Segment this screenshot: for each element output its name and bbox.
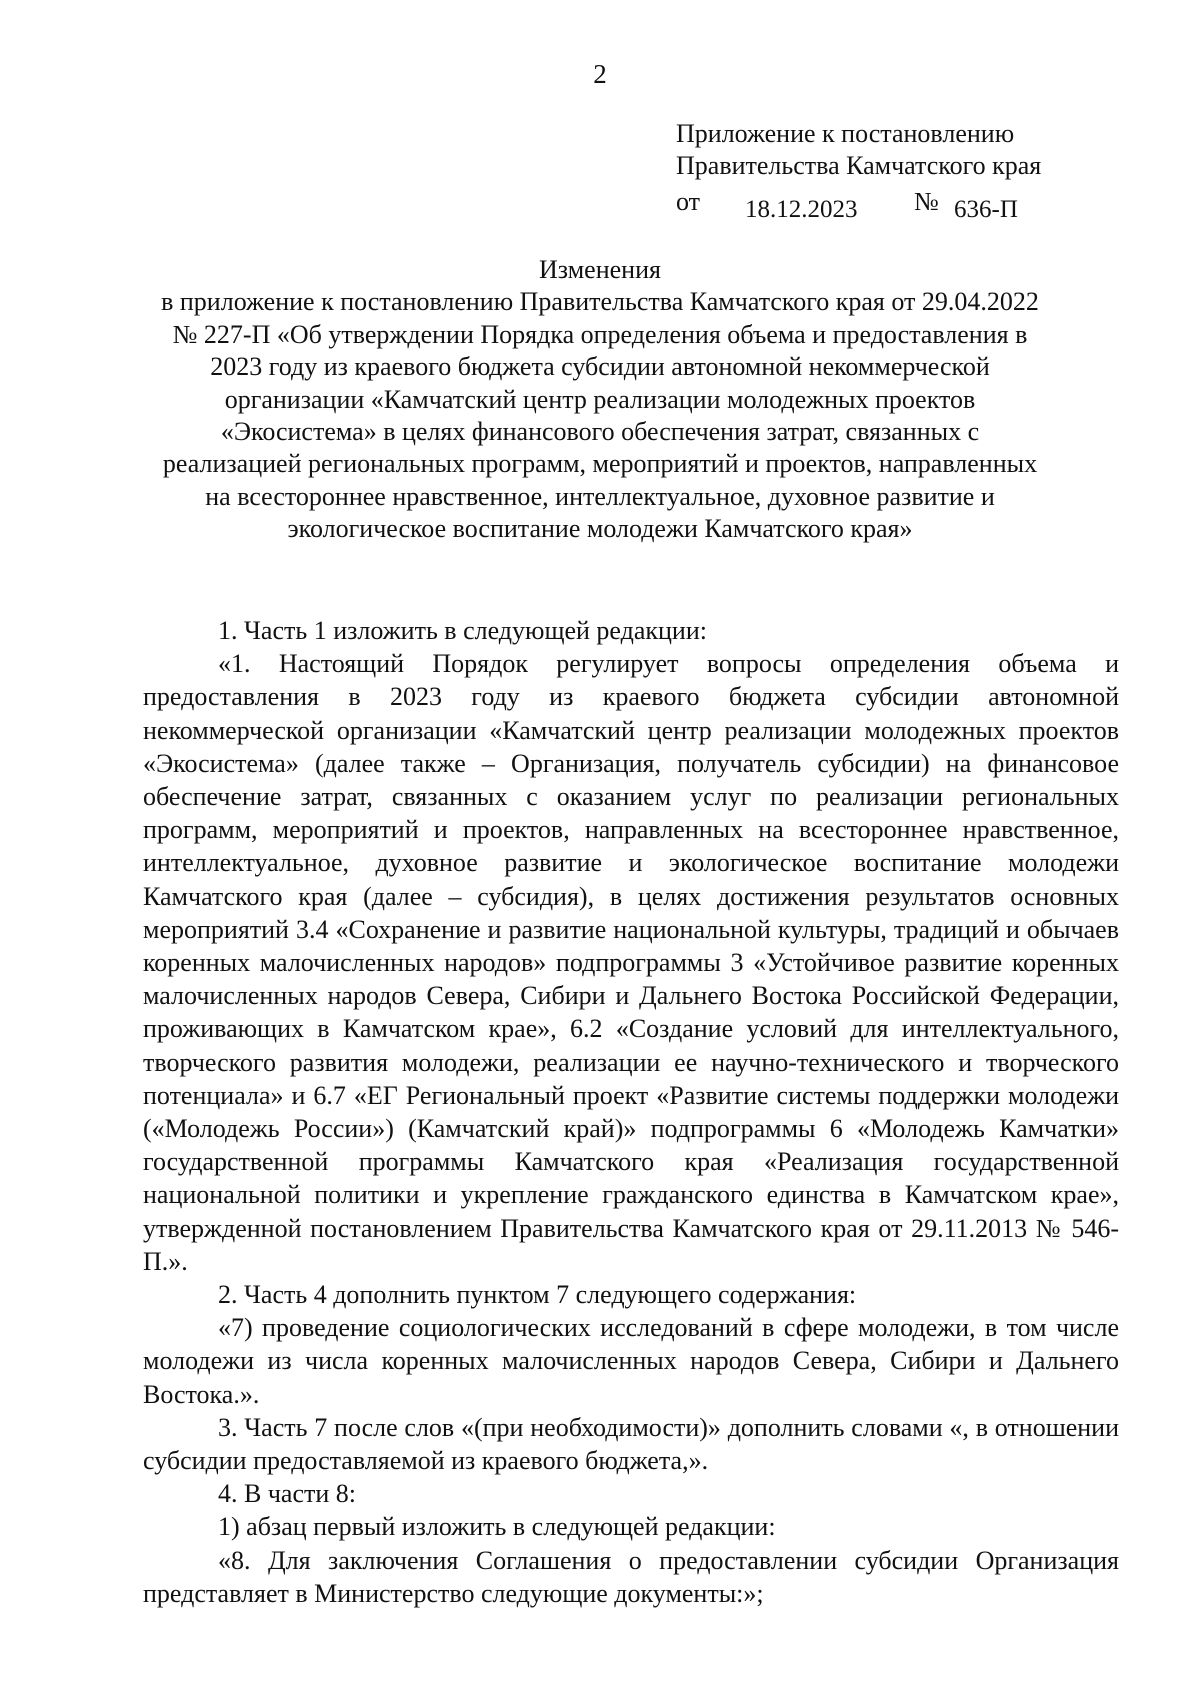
approval-line-2: Правительства Камчатского края [676, 151, 1042, 180]
heading-line: экологическое воспитание молодежи Камчатского края» [287, 514, 913, 544]
body-paragraph: «1. Настоящий Порядок регулирует вопросы определения объема и предоставления в 2023 году из краевого бюджета субсидии автономной некоммерческой организации «Камчатский центр реализации молодежных проектов «Экосистема» (далее также – Организация, получатель субсидии) на финансовое обеспечение затрат, связанных с оказанием услуг по реализации региональных программ, мероприятий и проектов, направленных на всестороннее нравственное, интеллектуальное, духовное развитие и экологическое воспитание молодежи Камчатского края (далее – субсидия), в целях достижения результатов основных мероприятий 3.4 «Сохранение и развитие национальной культуры, традиций и обычаев коренных малочисленных народов» подпрограммы 3 «Устойчивое развитие коренных малочисленных народов Севера, Сибири и Дальнего Востока Российской Федерации, проживающих в Камчатском крае», 6.2 «Создание условий для интеллектуального, творческого развития молодежи, реализации ее научно-технического и творческого потенциала» и 6.7 «ЕГ Региональный проект «Развитие системы поддержки молодежи («Молодежь России») (Камчатский край)» подпрограммы 6 «Молодежь Камчатки» государственной программы Камчатского края «Реализация государственной национальной политики и укрепление гражданского единства в Камчатском крае», утвержденной постановлением Правительства Камчатского края от 29.11.2013 № 546-П.». [143, 649, 1119, 1276]
approval-date: 18.12.2023 [745, 196, 858, 223]
body-paragraph: 4. В части 8: [218, 1479, 356, 1509]
document-body [143, 614, 1119, 1610]
approval-number-sign: № [914, 187, 939, 216]
heading-line: в приложение к постановлению Правительства Камчатского края от 29.04.2022 [161, 287, 1039, 317]
heading-title: Изменения [539, 255, 661, 284]
document-heading [130, 254, 1070, 546]
approval-number: 636-П [954, 196, 1018, 223]
body-paragraph: 2. Часть 4 дополнить пунктом 7 следующего содержания: [218, 1280, 857, 1310]
heading-line: на всестороннее нравственное, интеллектуальное, духовное развитие и [205, 481, 995, 511]
heading-line: 2023 году из краевого бюджета субсидии автономной некоммерческой [210, 352, 990, 382]
approval-from-label: от [676, 187, 701, 216]
heading-line: реализацией региональных программ, мероприятий и проектов, направленных [162, 449, 1038, 479]
body-paragraph: «8. Для заключения Соглашения о предоставлении субсидии Организация представляет в Министерство следующие документы:»; [143, 1545, 1119, 1608]
heading-line: «Экосистема» в целях финансового обеспечения затрат, связанных с [220, 417, 980, 447]
heading-line: организации «Камчатский центр реализации молодежных проектов [224, 384, 976, 414]
approval-line-1: Приложение к постановлению [676, 119, 1015, 148]
approval-date-number-row [676, 182, 1041, 222]
body-paragraph: 3. Часть 7 после слов «(при необходимости)» дополнить словами «, в отношении субсидии предоставляемой из краевого бюджета,». [143, 1412, 1119, 1476]
approval-block [676, 118, 1041, 222]
page-number: 2 [593, 59, 607, 89]
body-paragraph: 1. Часть 1 изложить в следующей редакции: [218, 616, 707, 645]
body-paragraph: 1) абзац первый изложить в следующей редакции: [218, 1512, 776, 1542]
body-paragraph: «7) проведение социологических исследований в сфере молодежи, в том числе молодежи из числа коренных малочисленных народов Севера, Сибири и Дальнего Востока.». [143, 1313, 1119, 1409]
heading-line: № 227-П «Об утверждении Порядка определения объема и предоставления в [172, 319, 1028, 349]
